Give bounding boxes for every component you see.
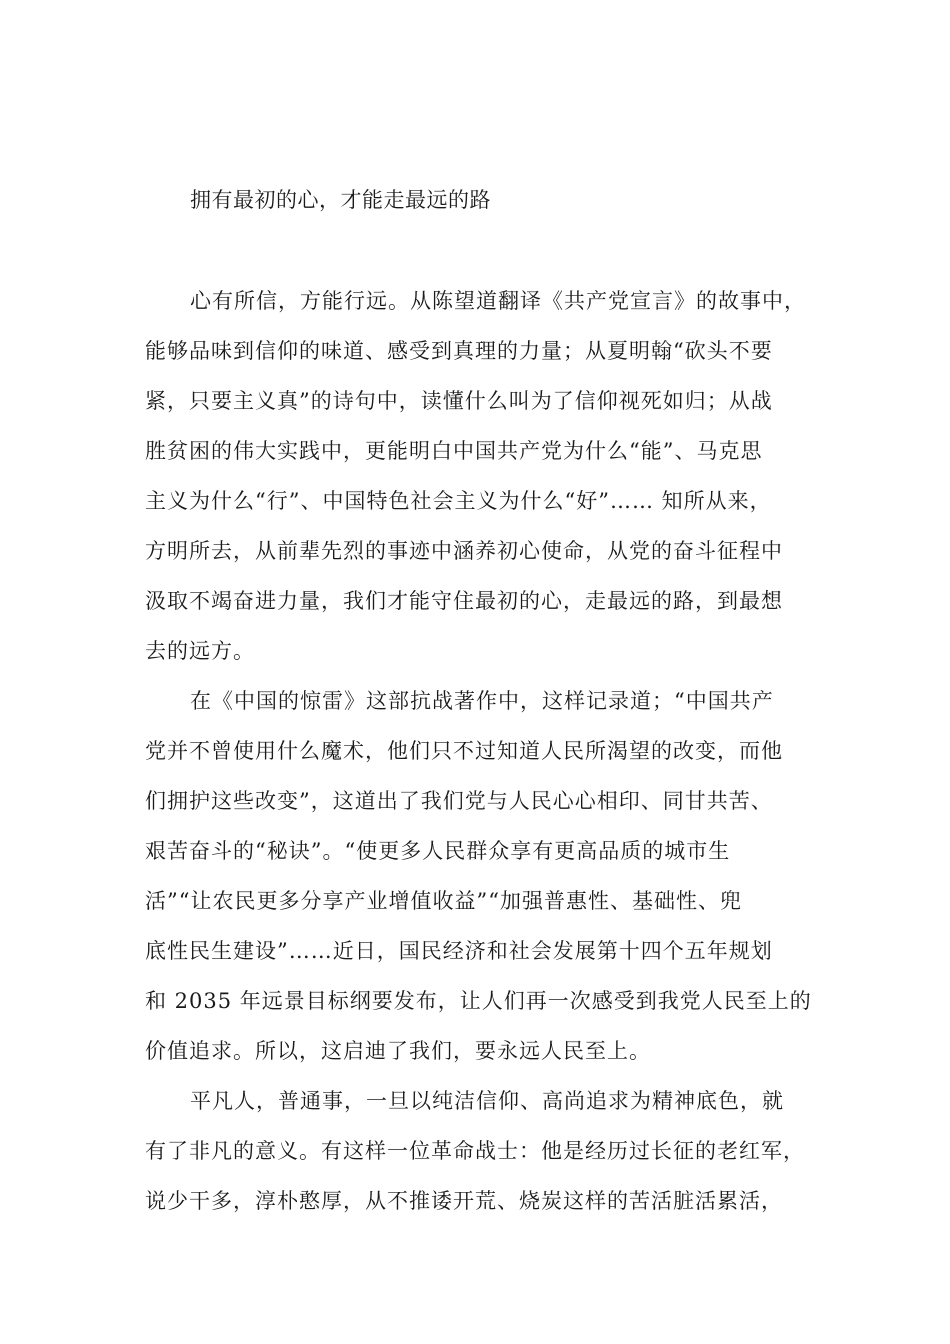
paragraph-2-line-2: 党并不曾使用什么魔术，他们只不过知道人民所渴望的改变，而他 xyxy=(145,739,783,763)
paragraph-2-line-8: 价值追求。所以，这启迪了我们，要永远人民至上。 xyxy=(145,1039,651,1063)
paragraph-1-line-6: 方明所去，从前辈先烈的事迹中涵养初心使命，从党的奋斗征程中 xyxy=(145,539,783,563)
paragraph-1-line-3: 紧，只要主义真”的诗句中，读懂什么叫为了信仰视死如归；从战 xyxy=(145,389,773,413)
paragraph-2-line-1: 在《中国的惊雷》这部抗战著作中，这样记录道；“中国共产 xyxy=(190,689,774,713)
paragraph-2-line-6: 底性民生建设”……近日，国民经济和社会发展第十四个五年规划 xyxy=(145,939,773,963)
paragraph-2-line-4: 艰苦奋斗的“秘诀”。“使更多人民群众享有更高品质的城市生 xyxy=(145,839,731,863)
paragraph-3-line-1: 平凡人，普通事，一旦以纯洁信仰、高尚追求为精神底色，就 xyxy=(190,1089,784,1113)
paragraph-2-line-3: 们拥护这些改变”，这道出了我们党与人民心心相印、同甘共苦、 xyxy=(145,789,773,813)
paragraph-2-line-7: 和 2035 年远景目标纲要发布，让人们再一次感受到我党人民至上的 xyxy=(145,989,812,1013)
document-title: 拥有最初的心，才能走最远的路 xyxy=(190,188,491,212)
paragraph-3-line-3: 说少干多，淳朴憨厚，从不推诿开荒、烧炭这样的苦活脏活累活， xyxy=(145,1189,783,1213)
paragraph-1-line-1: 心有所信，方能行远。从陈望道翻译《共产党宣言》的故事中， xyxy=(190,289,806,313)
paragraph-2-line-5: 活”“让农民更多分享产业增值收益”“加强普惠性、基础性、兜 xyxy=(145,889,742,913)
paragraph-1-line-7: 汲取不竭奋进力量，我们才能守住最初的心，走最远的路，到最想 xyxy=(145,589,783,613)
paragraph-1-line-5: 主义为什么“行”、中国特色社会主义为什么“好”…… 知所从来， xyxy=(145,489,772,513)
paragraph-1-line-2: 能够品味到信仰的味道、感受到真理的力量；从夏明翰“砍头不要 xyxy=(145,339,773,363)
paragraph-1-line-8: 去的远方。 xyxy=(145,639,255,663)
paragraph-3-line-2: 有了非凡的意义。有这样一位革命战士：他是经历过长征的老红军， xyxy=(145,1139,805,1163)
paragraph-1-line-4: 胜贫困的伟大实践中，更能明白中国共产党为什么“能”、马克思 xyxy=(145,439,763,463)
